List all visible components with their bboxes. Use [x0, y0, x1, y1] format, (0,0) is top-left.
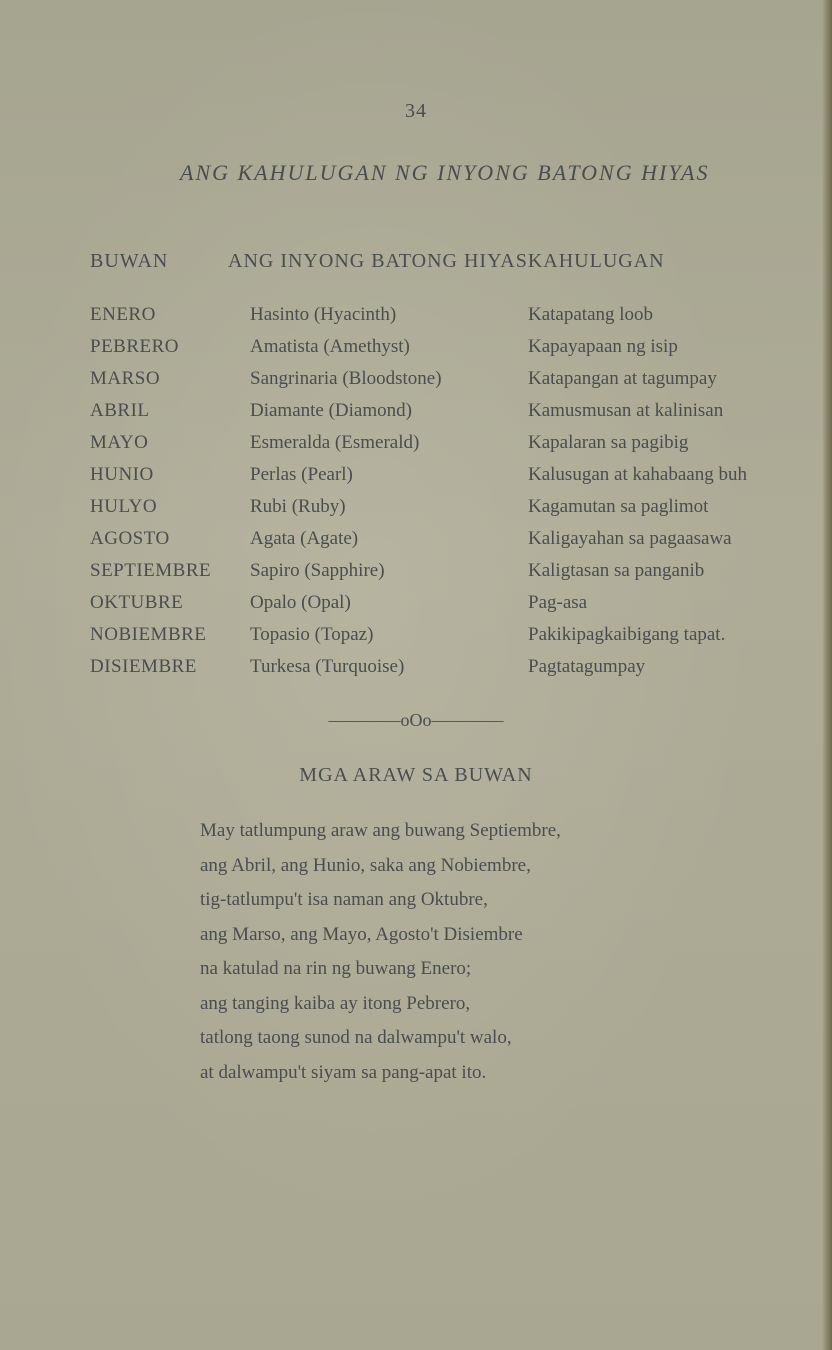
meaning-cell: Kapayapaan ng isip	[528, 336, 678, 357]
meaning-cell: Kamusmusan at kalinisan	[528, 400, 724, 421]
column-header-stone-and-meaning: ANG INYONG BATONG HIYASKAHULUGAN	[228, 250, 665, 272]
table-row	[0, 656, 832, 688]
poem-line: na katulad na rin ng buwang Enero;	[200, 958, 472, 979]
table-row	[0, 368, 832, 400]
stone-cell: Rubi (Ruby)	[250, 496, 346, 517]
stone-cell: Sapiro (Sapphire)	[250, 560, 385, 581]
month-cell: HULYO	[90, 496, 158, 517]
month-cell: ABRIL	[90, 400, 150, 421]
stone-cell: Esmeralda (Esmerald)	[250, 432, 420, 453]
stone-cell: Hasinto (Hyacinth)	[250, 304, 397, 325]
stone-cell: Topasio (Topaz)	[250, 624, 374, 645]
column-header-month: BUWAN	[90, 250, 169, 272]
poem	[200, 820, 561, 1096]
meaning-cell: Katapatang loob	[528, 304, 654, 325]
month-cell: MARSO	[90, 368, 161, 389]
page-number: 34	[405, 100, 427, 122]
stone-cell: Sangrinaria (Bloodstone)	[250, 368, 442, 389]
month-cell: MAYO	[90, 432, 149, 453]
meaning-cell: Kalusugan at kahabaang buh	[528, 464, 747, 485]
stone-cell: Perlas (Pearl)	[250, 464, 353, 485]
stone-cell: Turkesa (Turquoise)	[250, 656, 405, 677]
meaning-cell: Kaligtasan sa panganib	[528, 560, 705, 581]
page-edge-shadow	[822, 0, 832, 1350]
meaning-cell: Pakikipagkaibigang tapat.	[528, 624, 726, 645]
stone-cell: Opalo (Opal)	[250, 592, 351, 613]
poem-title: MGA ARAW SA BUWAN	[299, 764, 533, 786]
poem-line: at dalwampu't siyam sa pang-apat ito.	[200, 1061, 487, 1083]
poem-line: ang Abril, ang Hunio, saka ang Nobiembre,	[200, 854, 531, 876]
month-cell: ENERO	[90, 304, 156, 325]
stone-cell: Amatista (Amethyst)	[250, 336, 410, 357]
meaning-cell: Kapalaran sa pagibig	[528, 432, 689, 453]
meaning-cell: Katapangan at tagumpay	[528, 368, 717, 389]
page-title: ANG KAHULUGAN NG INYONG BATONG HIYAS	[180, 160, 710, 185]
stone-cell: Diamante (Diamond)	[250, 400, 412, 421]
month-cell: PEBRERO	[90, 336, 180, 357]
month-cell: NOBIEMBRE	[90, 624, 207, 645]
table-row	[0, 560, 832, 592]
table-row	[0, 624, 832, 656]
month-cell: SEPTIEMBRE	[90, 560, 212, 581]
table-row	[0, 432, 832, 464]
stone-cell: Agata (Agate)	[250, 528, 359, 549]
poem-line: tatlong taong sunod na dalwampu't walo,	[200, 1027, 512, 1048]
table-row	[0, 528, 832, 560]
month-cell: DISIEMBRE	[90, 656, 197, 677]
table-row	[0, 336, 832, 368]
birthstone-table	[0, 304, 832, 688]
poem-line: ang Marso, ang Mayo, Agosto't Disiembre	[200, 923, 523, 945]
table-row	[0, 496, 832, 528]
meaning-cell: Pag-asa	[528, 592, 588, 613]
poem-line: May tatlumpung araw ang buwang Septiembre,	[200, 820, 561, 841]
meaning-cell: Kagamutan sa paglimot	[528, 496, 709, 517]
poem-line: ang tanging kaiba ay itong Pebrero,	[200, 992, 471, 1014]
month-cell: AGOSTO	[90, 528, 170, 549]
meaning-cell: Pagtatagumpay	[528, 656, 646, 677]
table-row	[0, 592, 832, 624]
table-row	[0, 304, 832, 336]
poem-line: tig-tatlumpu't isa naman ang Oktubre,	[200, 889, 488, 910]
section-divider: ————oOo————	[328, 710, 504, 730]
table-row	[0, 400, 832, 432]
table-row	[0, 464, 832, 496]
month-cell: OKTUBRE	[90, 592, 184, 613]
month-cell: HUNIO	[90, 464, 154, 485]
meaning-cell: Kaligayahan sa pagaasawa	[528, 528, 732, 549]
